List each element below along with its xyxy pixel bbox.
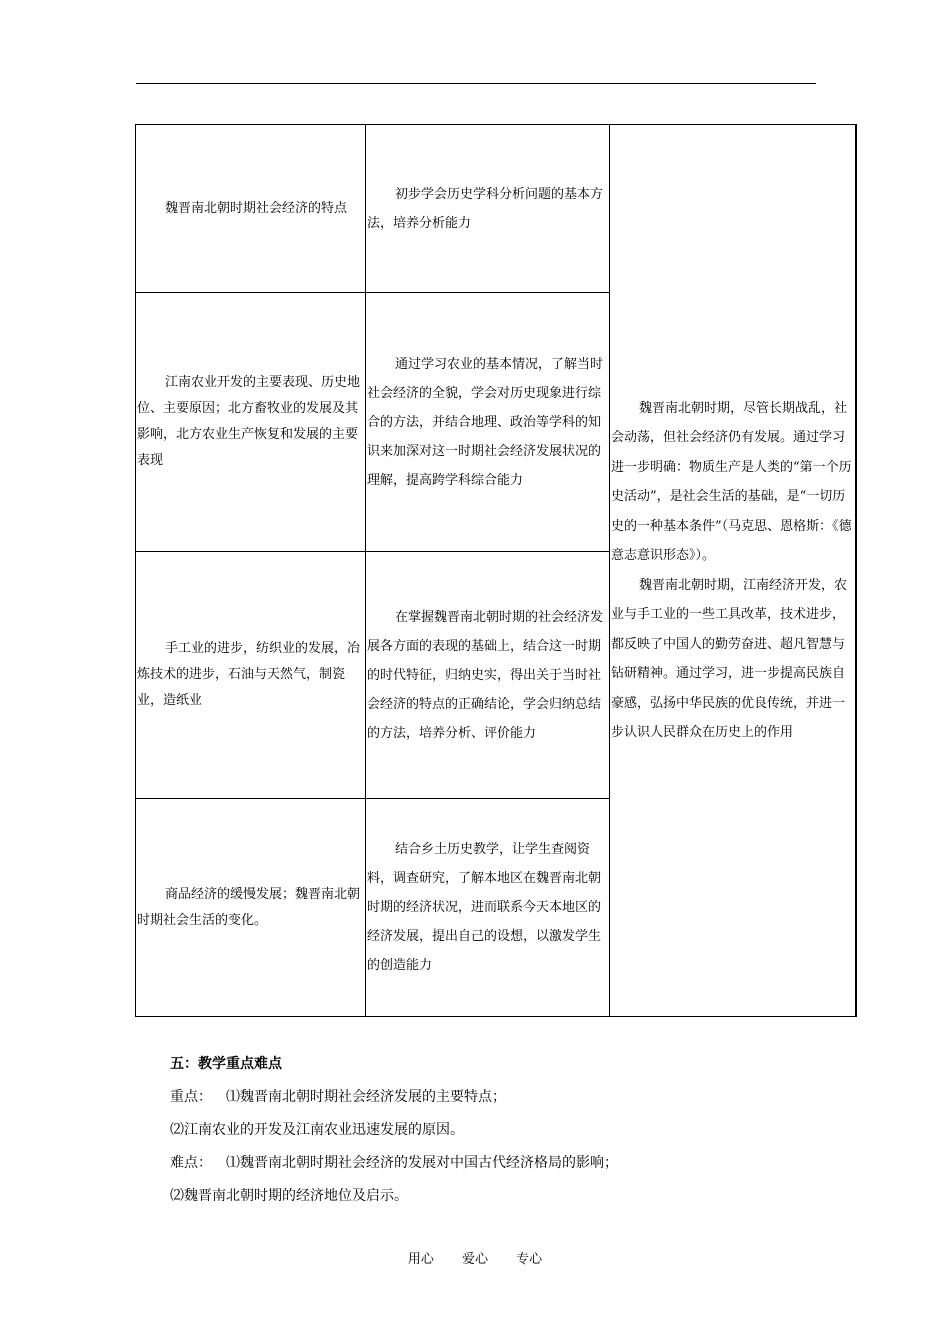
difficult-point-line-2	[170, 1184, 408, 1208]
table-row	[136, 125, 856, 293]
knowledge-text: 商品经济的缓慢发展；魏晋南北朝时期社会生活的变化。	[137, 886, 361, 928]
difficult-point-2: ⑵魏晋南北朝时期的经济地位及启示。	[170, 1188, 408, 1204]
key-point-label: 重点：	[170, 1089, 212, 1105]
page-footer	[0, 1248, 950, 1267]
ability-cell	[366, 799, 610, 1017]
lesson-objectives-table	[135, 124, 857, 1017]
ability-text: 通过学习农业的基本情况，了解当时社会经济的全貌，学会对历史现象进行综合的方法，并结合地理、政治等学科的知识来加深对这一时期社会经济发展状况的理解，提高跨学科综合能力	[367, 356, 604, 488]
key-point-line-1	[170, 1085, 506, 1109]
footer-word-3: 专心	[516, 1252, 543, 1267]
knowledge-cell	[136, 799, 366, 1017]
section-title: 五：教学重点难点	[170, 1056, 282, 1072]
ability-cell	[366, 125, 610, 293]
difficult-point-label: 难点：	[170, 1155, 212, 1171]
knowledge-text: 魏晋南北朝时期社会经济的特点	[165, 200, 348, 216]
footer-word-1: 用心	[407, 1252, 434, 1267]
footer-word-2: 爱心	[461, 1252, 488, 1267]
knowledge-cell	[136, 552, 366, 799]
ability-cell	[366, 293, 610, 552]
difficult-point-line-1	[170, 1151, 618, 1175]
ability-text: 结合乡土历史教学，让学生查阅资料，调查研究，了解本地区在魏晋南北朝时期的经济状况，进而联系今天本地区的经济发展，提出自己的设想，以激发学生的创造能力	[367, 842, 602, 973]
emotion-paragraph-2: 魏晋南北朝时期，江南经济开发，农业与手工业的一些工具改革，技术进步，都反映了中国人的勤劳奋进、超凡智慧与钻研精神。通过学习，进一步提高民族自豪感，弘扬中华民族的优良传统，并进一步认识人民群众在历史上的作用	[611, 577, 848, 740]
key-point-1: ⑴魏晋南北朝时期社会经济发展的主要特点；	[226, 1089, 506, 1105]
knowledge-cell	[136, 125, 366, 293]
ability-cell	[366, 552, 610, 799]
knowledge-text: 江南农业开发的主要表现、历史地位、主要原因；北方畜牧业的发展及其影响，北方农业生产恢复和发展的主要表现	[137, 375, 361, 468]
emotion-paragraph-1: 魏晋南北朝时期，尽管长期战乱，社会动荡，但社会经济仍有发展。通过学习进一步明确：物质生产是人类的“第一个历史活动”，是社会生活的基础，是“一切历史的一种基本条件”（马克思、恩格斯：《德意志意识形态》）。	[611, 400, 852, 563]
difficult-point-1: ⑴魏晋南北朝时期社会经济的发展对中国古代经济格局的影响；	[226, 1155, 618, 1171]
key-point-2: ⑵江南农业的开发及江南农业迅速发展的原因。	[170, 1122, 464, 1138]
emotion-cell	[610, 125, 856, 1017]
knowledge-cell	[136, 293, 366, 552]
header-rule	[136, 83, 816, 84]
knowledge-text: 手工业的进步，纺织业的发展，冶炼技术的进步，石油与天然气，制瓷业，造纸业	[137, 641, 361, 708]
key-point-line-2	[170, 1118, 464, 1142]
ability-text: 初步学会历史学科分析问题的基本方法，培养分析能力	[367, 186, 604, 231]
ability-text: 在掌握魏晋南北朝时期的社会经济发展各方面的表现的基础上，结合这一时期的时代特征，归纳史实，得出关于当时社会经济的特点的正确结论，学会归纳总结的方法，培养分析、评价能力	[367, 609, 604, 741]
